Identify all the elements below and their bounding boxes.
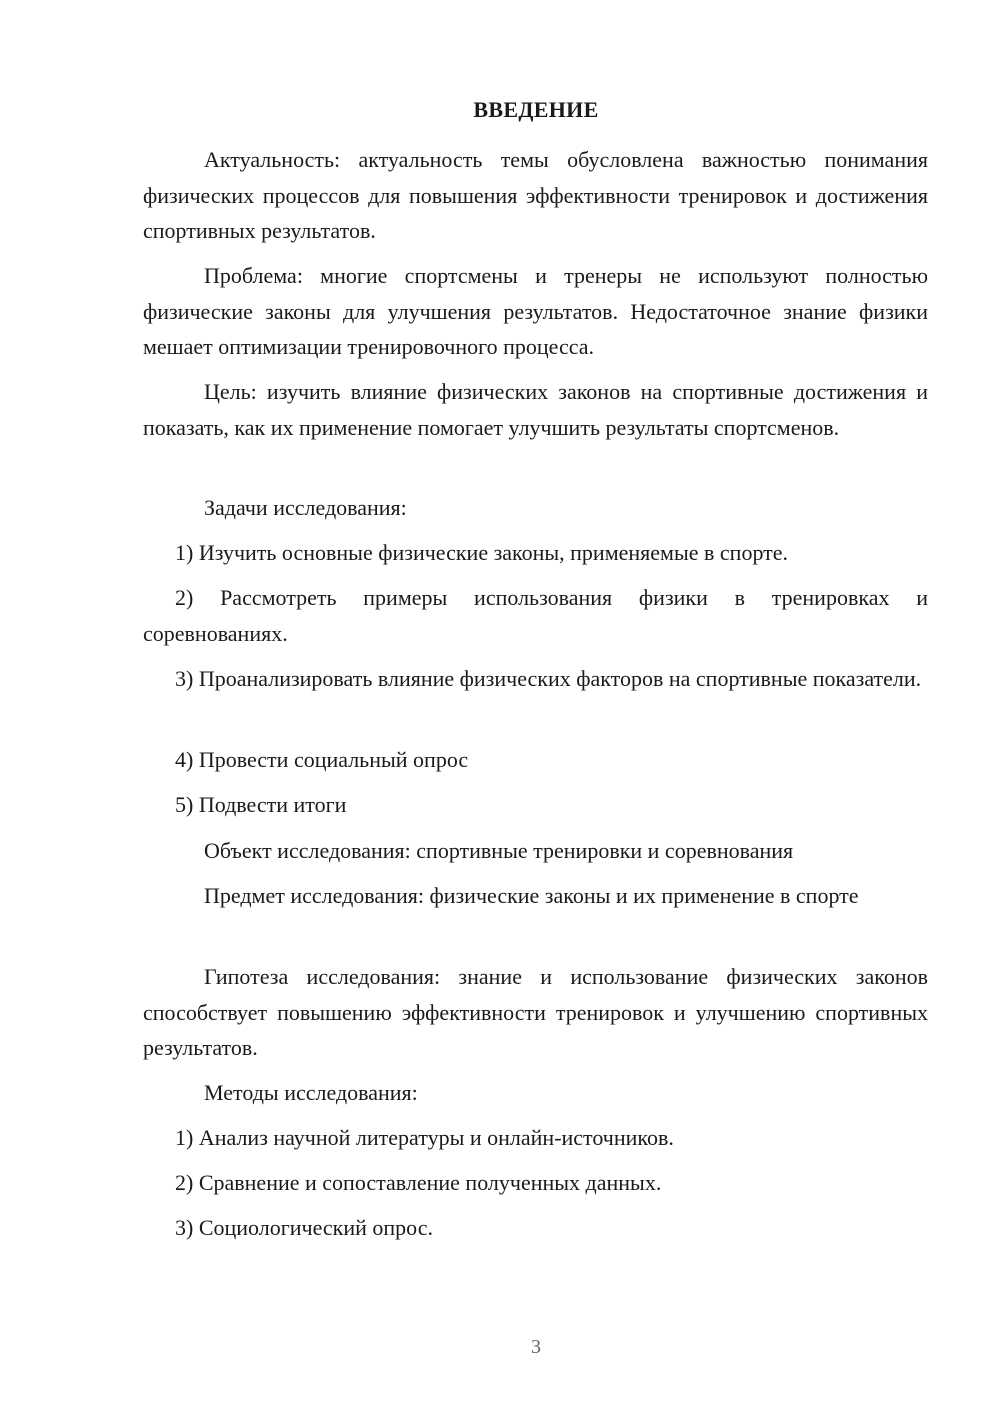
list-item-task-5: 5) Подвести итоги — [175, 792, 347, 817]
paragraph-goal: Цель: изучить влияние физических законов на спортивные достижения и показать, как их применение помогает улучшить результаты спортсменов. — [143, 379, 928, 440]
list-item-task-4: 4) Провести социальный опрос — [175, 747, 469, 772]
paragraph-problem: Проблема: многие спортсмены и тренеры не используют полностью физические законы для улучшения результатов. Недостаточное знание физики мешает оптимизации тренировочного процесса. — [143, 263, 928, 359]
list-item-method-1: 1) Анализ научной литературы и онлайн-источников. — [175, 1125, 674, 1150]
list-item-task-3: 3) Проанализировать влияние физических факторов на спортивные показатели. — [175, 666, 922, 691]
paragraph-relevance: Актуальность: актуальность темы обусловлена важностью понимания физических процессов для повышения эффективности тренировок и достижения спортивных результатов. — [143, 147, 928, 243]
paragraph-object: Объект исследования: спортивные тренировки и соревнования — [204, 838, 794, 863]
section-title: ВВЕДЕНИЕ — [473, 97, 599, 122]
list-item-method-3: 3) Социологический опрос. — [175, 1215, 433, 1240]
list-item-task-1: 1) Изучить основные физические законы, применяемые в спорте. — [175, 540, 789, 565]
paragraph-methods-heading: Методы исследования: — [204, 1080, 418, 1105]
paragraph-subject: Предмет исследования: физические законы и их применение в спорте — [204, 883, 859, 908]
list-item-task-2: 2) Рассмотреть примеры использования физики в тренировках и соревнованиях. — [143, 585, 928, 646]
paragraph-tasks-heading: Задачи исследования: — [204, 495, 407, 520]
page-number: 3 — [531, 1336, 541, 1358]
paragraph-hypothesis: Гипотеза исследования: знание и использование физических законов способствует повышению эффективности тренировок и улучшению спортивных результатов. — [143, 964, 928, 1060]
list-item-method-2: 2) Сравнение и сопоставление полученных данных. — [175, 1170, 662, 1195]
